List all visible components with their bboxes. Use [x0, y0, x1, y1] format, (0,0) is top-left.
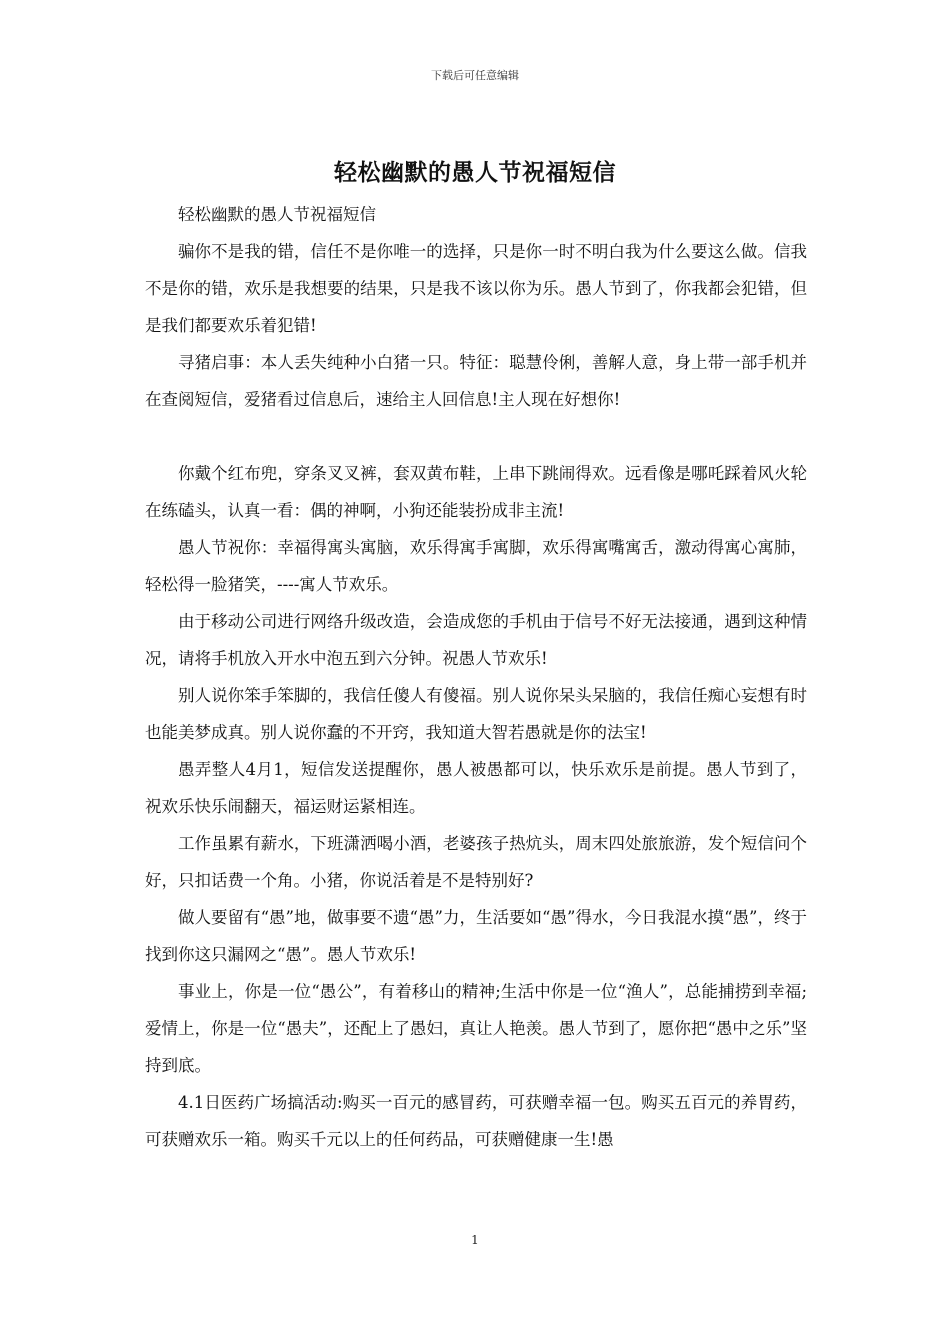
paragraph: 骗你不是我的错，信任不是你唯一的选择，只是你一时不明白我为什么要这么做。信我不是你的错，欢乐是我想要的结果，只是我不该以你为乐。愚人节到了，你我都会犯错，但是我们都要欢乐着犯错!	[145, 242, 807, 335]
document-body	[145, 196, 807, 1158]
paragraph: 别人说你笨手笨脚的，我信任傻人有傻福。别人说你呆头呆脑的，我信任痴心妄想有时也能美梦成真。别人说你蠢的不开窍，我知道大智若愚就是你的法宝!	[145, 686, 807, 742]
page-number: 1	[471, 1233, 479, 1247]
blank-line	[145, 418, 807, 455]
paragraph-subtitle: 轻松幽默的愚人节祝福短信	[178, 205, 376, 224]
paragraph: 寻猪启事：本人丢失纯种小白猪一只。特征：聪慧伶俐，善解人意，身上带一部手机并在查阅短信，爱猪看过信息后，速给主人回信息!主人现在好想你!	[145, 353, 807, 409]
paragraph: 事业上，你是一位“愚公”，有着移山的精神;生活中你是一位“渔人”，总能捕捞到幸福;爱情上，你是一位“愚夫”，还配上了愚妇，真让人艳羡。愚人节到了，愿你把“愚中之乐”坚持到底。	[145, 982, 807, 1075]
paragraph: 愚人节祝你：幸福得寓头寓脑，欢乐得寓手寓脚，欢乐得寓嘴寓舌，激动得寓心寓肺，轻松得一脸猪笑，----寓人节欢乐。	[145, 538, 807, 594]
paragraph: 由于移动公司进行网络升级改造，会造成您的手机由于信号不好无法接通，遇到这种情况，请将手机放入开水中泡五到六分钟。祝愚人节欢乐!	[145, 612, 807, 668]
header-note: 下载后可任意编辑	[431, 69, 519, 82]
document-title: 轻松幽默的愚人节祝福短信	[334, 159, 616, 186]
paragraph: 做人要留有“愚”地，做事要不遗“愚”力，生活要如“愚”得水，今日我混水摸“愚”，终于找到你这只漏网之“愚”。愚人节欢乐!	[145, 908, 807, 964]
paragraph: 你戴个红布兜，穿条叉叉裤，套双黄布鞋，上串下跳闹得欢。远看像是哪吒踩着风火轮在练磕头，认真一看：偶的神啊，小狗还能装扮成非主流!	[145, 464, 807, 520]
paragraph: 4.1日医药广场搞活动:购买一百元的感冒药，可获赠幸福一包。购买五百元的养胃药，可获赠欢乐一箱。购买千元以上的任何药品，可获赠健康一生!愚	[145, 1093, 807, 1149]
paragraph: 愚弄整人4月1，短信发送提醒你，愚人被愚都可以，快乐欢乐是前提。愚人节到了，祝欢乐快乐闹翻天，福运财运紧相连。	[145, 760, 807, 816]
paragraph: 工作虽累有薪水，下班潇洒喝小酒，老婆孩子热炕头，周末四处旅旅游，发个短信问个好，只扣话费一个角。小猪，你说活着是不是特别好?	[145, 834, 807, 890]
